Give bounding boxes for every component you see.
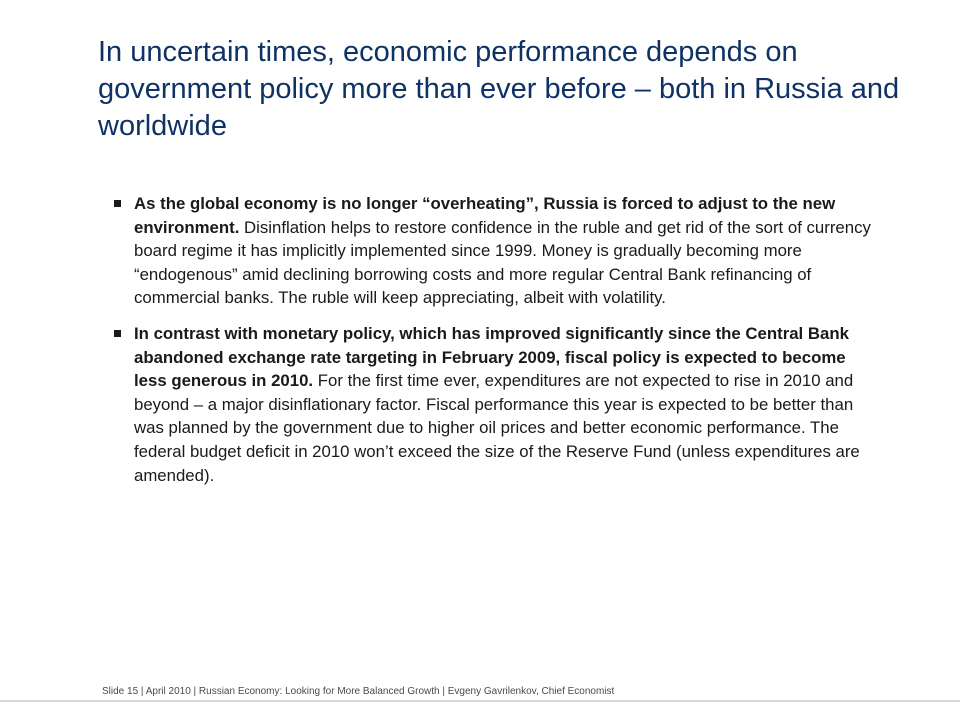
slide-title: In uncertain times, economic performance depends on government policy more than ever before – both in Russia and worldwide [98, 36, 900, 142]
slide-footer: Slide 15 | April 2010 | Russian Economy: Looking for More Balanced Growth | Evgeny Gavrilenkov, Chief Economist [102, 686, 615, 697]
bullet-item [114, 322, 882, 487]
footer-divider [0, 700, 960, 702]
square-bullet-icon [114, 200, 121, 207]
bullet-bold-lead: In contrast with monetary policy, which has improved significantly since the Central Bank abandoned exchange rate targeting in February 2009, fiscal policy is expected to become less generous in 2010. [134, 323, 849, 391]
square-bullet-icon [114, 330, 121, 337]
bullet-list [114, 192, 882, 499]
bullet-text [134, 322, 882, 487]
bullet-body-text: Disinflation helps to restore confidence in the ruble and get rid of the sort of currency board regime it has implicitly implemented since 1999. Money is gradually becoming more “endogenous” amid declining borrowing costs and more regular Central Bank refinancing of commercial banks. The ruble will keep appreciating, albeit with volatility. [134, 217, 871, 308]
bullet-item [114, 192, 882, 310]
bullet-bold-lead: As the global economy is no longer “overheating”, Russia is forced to adjust to the new environment. [134, 194, 836, 237]
bullet-body-text: For the first time ever, expenditures are not expected to rise in 2010 and beyond – a major disinflationary factor. Fiscal performance this year is expected to be better than was planned by the government due to higher oil prices and better economic performance. The federal budget deficit in 2010 won’t exceed the size of the Reserve Fund (unless expenditures are amended). [134, 371, 860, 485]
bullet-text [134, 192, 882, 310]
